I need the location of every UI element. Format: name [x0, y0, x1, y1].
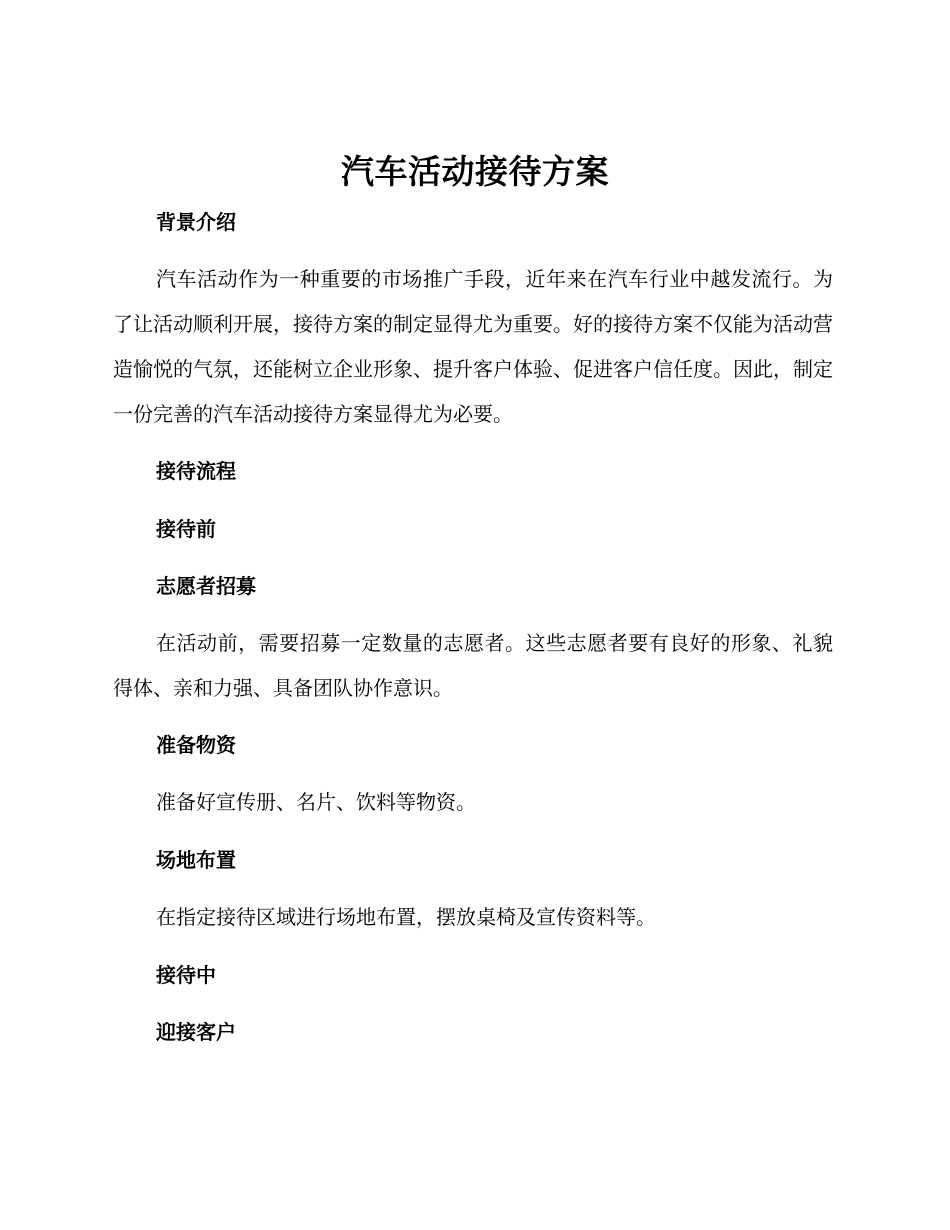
heading-before: 接待前 [156, 517, 216, 541]
heading-venue: 场地布置 [156, 848, 236, 872]
paragraph-materials: 准备好宣传册、名片、饮料等物资。 [156, 790, 476, 814]
heading-background: 背景介绍 [156, 210, 236, 234]
heading-materials: 准备物资 [156, 733, 236, 757]
heading-during: 接待中 [156, 963, 216, 987]
heading-volunteer: 志愿者招募 [156, 574, 256, 598]
paragraph-background: 汽车活动作为一种重要的市场推广手段，近年来在汽车行业中越发流行。为了让活动顺利开展，接待方案的制定显得尤为重要。好的接待方案不仅能为活动营造愉悦的气氛，还能树立企业形象、提升客户体验、促进客户信任度。因此，制定一份完善的汽车活动接待方案显得尤为必要。 [113, 267, 833, 426]
heading-process: 接待流程 [156, 459, 236, 483]
paragraph-venue: 在指定接待区域进行场地布置，摆放桌椅及宣传资料等。 [156, 905, 656, 929]
paragraph-volunteer: 在活动前，需要招募一定数量的志愿者。这些志愿者要有良好的形象、礼貌得体、亲和力强、具备团队协作意识。 [113, 631, 833, 700]
heading-greeting: 迎接客户 [156, 1020, 236, 1044]
document-title: 汽车活动接待方案 [341, 152, 609, 191]
